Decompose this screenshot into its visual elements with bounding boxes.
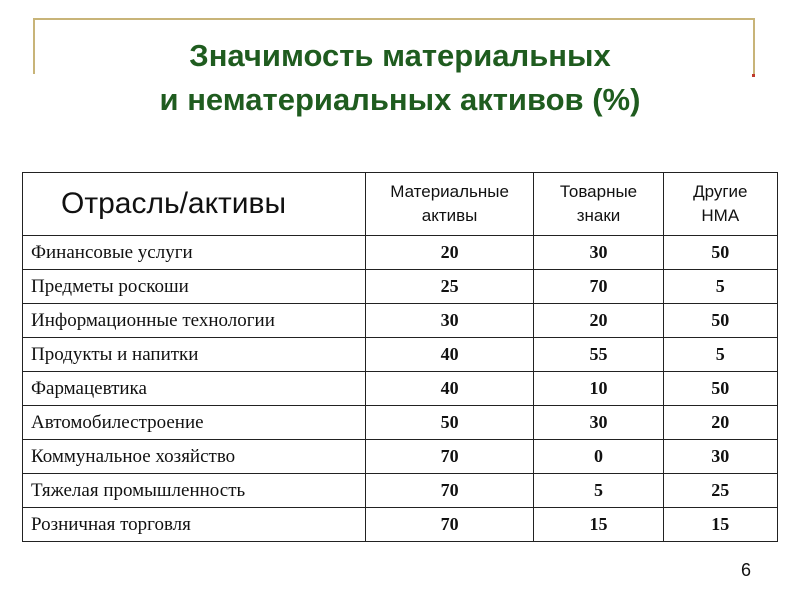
cell-industry: Информационные технологии [23,304,366,338]
title-frame-right-line [753,18,755,74]
header-tangible-line-2: активы [421,206,478,225]
cell-other: 50 [663,304,777,338]
table-row [23,338,778,372]
table-row [23,270,778,304]
cell-industry: Розничная торговля [23,508,366,542]
cell-other: 30 [663,440,777,474]
cell-industry: Коммунальное хозяйство [23,440,366,474]
cell-trademarks: 20 [534,304,663,338]
cell-industry: Продукты и напитки [23,338,366,372]
slide-title [60,34,740,122]
table-row [23,474,778,508]
cell-other: 15 [663,508,777,542]
header-industry: Отрасль/активы [23,173,366,236]
slide-title-line-1: Значимость материальных [189,38,611,73]
cell-tangible: 40 [365,338,534,372]
header-trademarks-line-2: знаки [576,206,621,225]
cell-other: 5 [663,338,777,372]
cell-industry: Тяжелая промышленность [23,474,366,508]
cell-tangible: 70 [365,474,534,508]
cell-other: 20 [663,406,777,440]
header-other-line-1: Другие [693,182,748,201]
table-header-row [23,173,778,236]
cell-other: 50 [663,236,777,270]
cell-industry: Автомобилестроение [23,406,366,440]
header-tangible-line-1: Материальные [390,182,509,201]
title-frame-top-line [33,18,755,20]
cell-tangible: 25 [365,270,534,304]
cell-trademarks: 5 [534,474,663,508]
cell-trademarks: 70 [534,270,663,304]
header-other-line-2: НМА [701,206,740,225]
cell-tangible: 70 [365,440,534,474]
cell-industry: Предметы роскоши [23,270,366,304]
cell-trademarks: 15 [534,508,663,542]
cell-other: 5 [663,270,777,304]
cell-tangible: 30 [365,304,534,338]
cell-trademarks: 0 [534,440,663,474]
table-row [23,304,778,338]
cell-tangible: 40 [365,372,534,406]
cell-other: 25 [663,474,777,508]
title-frame-left-line [33,18,35,74]
cell-industry: Фармацевтика [23,372,366,406]
table-row [23,406,778,440]
table-row [23,372,778,406]
cell-tangible: 20 [365,236,534,270]
cell-trademarks: 30 [534,236,663,270]
cell-trademarks: 30 [534,406,663,440]
header-trademarks [534,173,663,236]
table-row [23,508,778,542]
cell-tangible: 70 [365,508,534,542]
cell-industry: Финансовые услуги [23,236,366,270]
page-number: 6 [740,560,751,580]
header-trademarks-line-1: Товарные [559,182,638,201]
header-other-intangibles [663,173,777,236]
title-frame-dot [752,74,755,77]
cell-other: 50 [663,372,777,406]
cell-trademarks: 55 [534,338,663,372]
assets-table [22,172,778,542]
cell-trademarks: 10 [534,372,663,406]
table-row [23,236,778,270]
cell-tangible: 50 [365,406,534,440]
slide-title-line-2: и нематериальных активов (%) [159,82,641,117]
table-row [23,440,778,474]
header-tangible-assets [365,173,534,236]
